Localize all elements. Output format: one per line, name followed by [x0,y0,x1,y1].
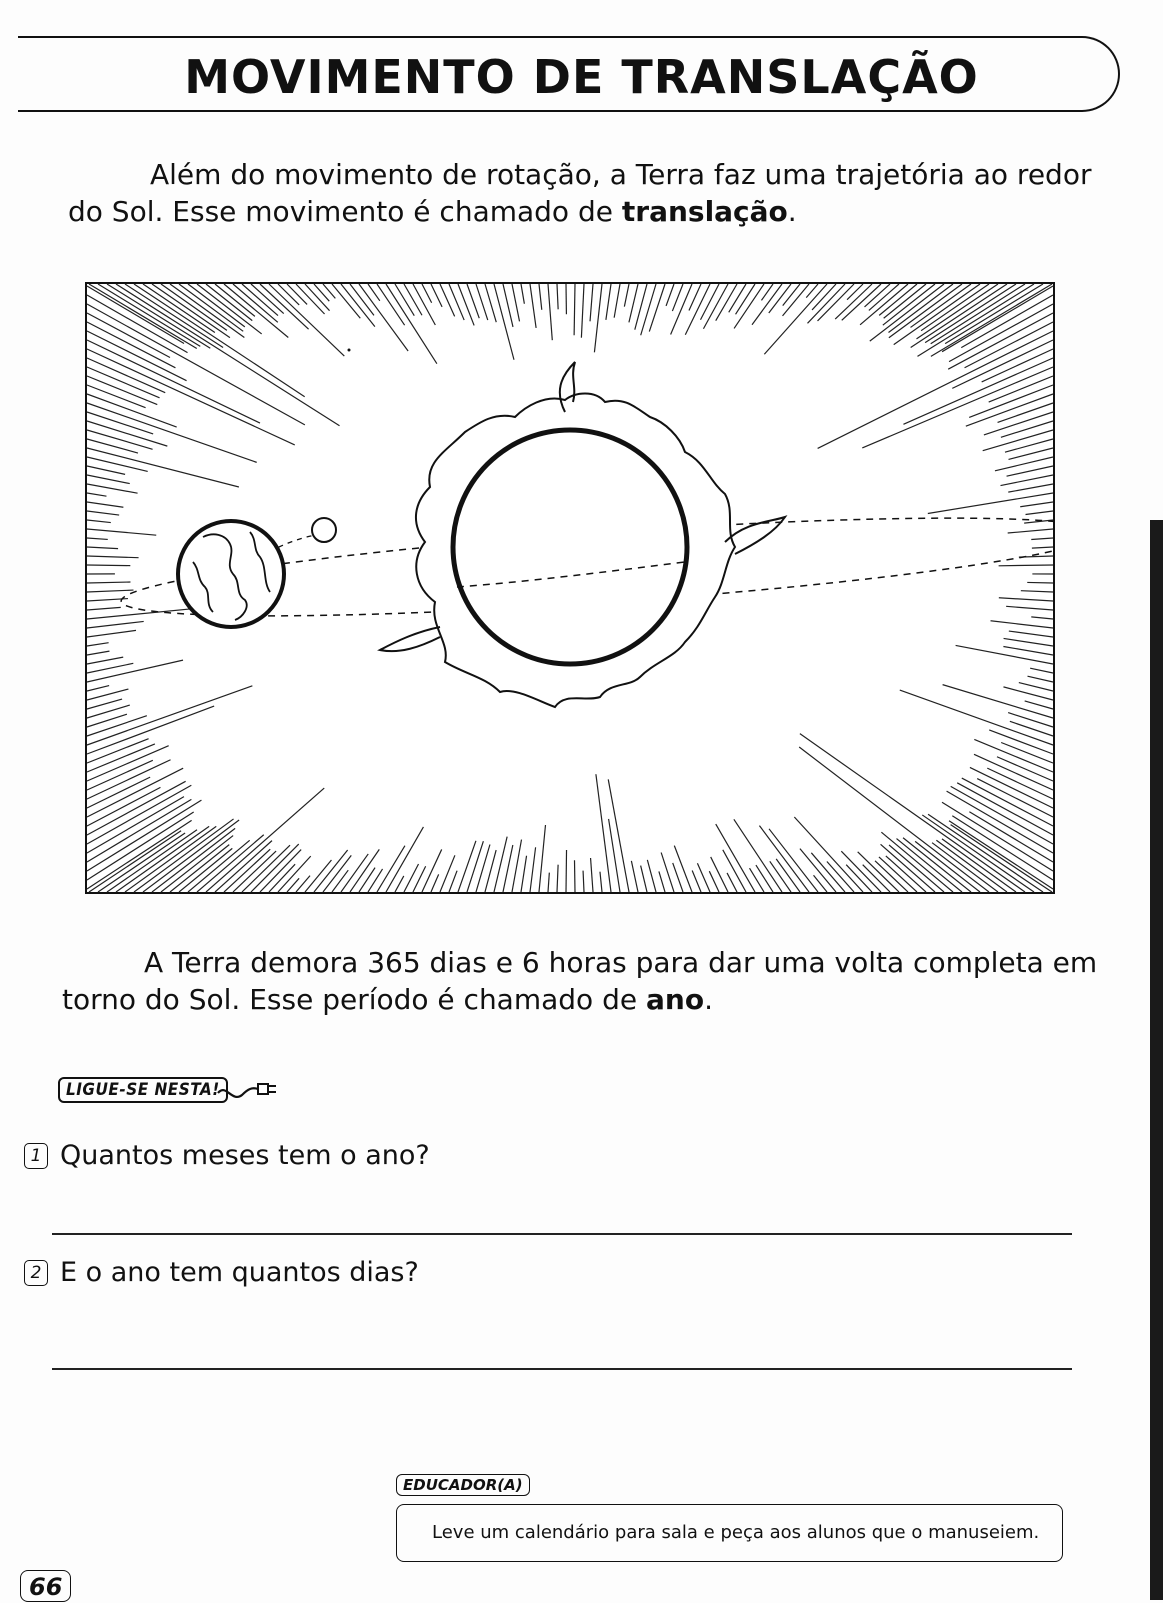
educator-note: Leve um calendário para sala e peça aos alunos que o manuseiem. [432,1522,1039,1543]
educator-label: EDUCADOR(A) [396,1474,530,1496]
ray-line [1027,582,1053,583]
scan-edge-shadow [1150,520,1163,1600]
intro-paragraph [68,156,1128,230]
year-text: A Terra demora 365 dias e 6 horas para dar uma volta completa em torno do Sol. Esse período é chamado de [62,946,1097,1016]
page-title: MOVIMENTO DE TRANSLAÇÃO [0,50,1163,104]
question-text: Quantos meses tem o ano? [60,1140,430,1171]
ray-line [566,850,567,892]
year-paragraph [62,944,1122,1018]
question-2 [24,1257,419,1288]
earth [178,521,284,627]
page-number: 66 [20,1570,71,1602]
question-text: E o ano tem quantos dias? [60,1257,419,1288]
year-end: . [704,983,713,1016]
plug-icon [216,1079,280,1105]
question-number: 2 [24,1260,48,1286]
sun [453,430,687,664]
ray-line [999,565,1053,566]
question-number: 1 [24,1143,48,1169]
question-1 [24,1140,430,1171]
sun-earth-orbit-illustration [85,282,1055,894]
year-bold-term: ano [646,983,704,1016]
intro-end: . [788,195,797,228]
moon [312,518,336,542]
ray-line [87,565,130,566]
answer-line-2[interactable] [52,1368,1072,1370]
intro-bold-term: translação [622,195,788,228]
ligue-se-section [58,1077,228,1107]
intro-text: Além do movimento de rotação, a Terra faz uma trajetória ao redor do Sol. Esse movimento é chamado de [68,158,1091,228]
ligue-se-label: LIGUE-SE NESTA! [58,1077,228,1103]
answer-line-1[interactable] [52,1233,1072,1235]
